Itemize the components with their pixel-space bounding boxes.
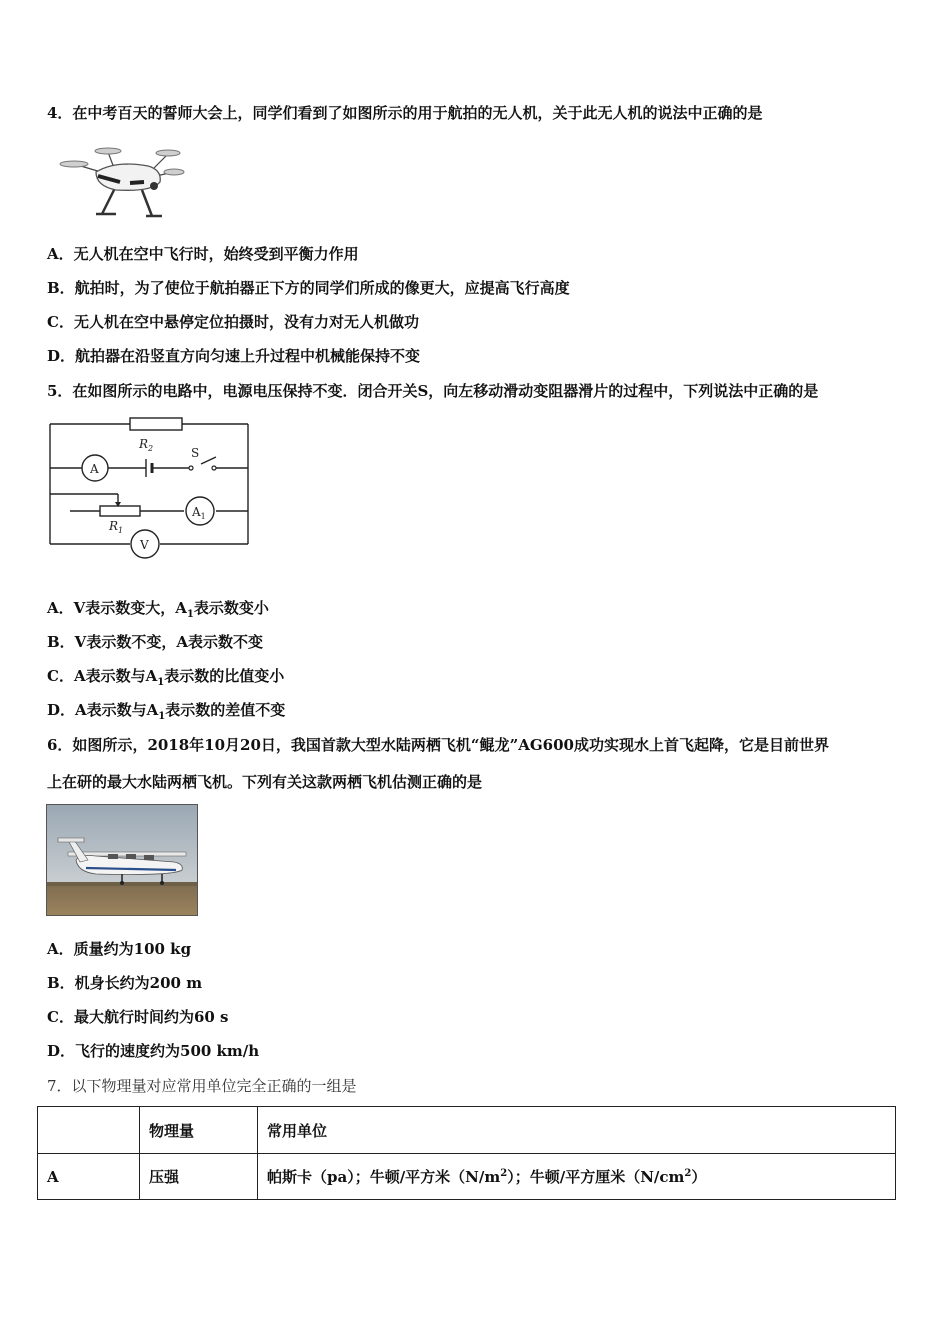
q6-option-a: A．质量约为100 kg xyxy=(47,940,192,958)
q4-option-a: A．无人机在空中飞行时，始终受到平衡力作用 xyxy=(47,245,359,263)
q5-option-c: C．A表示数与$A_1$表示数的比值变小 xyxy=(47,667,285,688)
ammeter-a1-label: A xyxy=(192,505,201,519)
table-row xyxy=(38,1154,896,1200)
r2-sub: 2 xyxy=(148,444,154,453)
q5-option-b: B．V表示数不变，A表示数不变 xyxy=(47,633,263,651)
svg-text:R1 xyxy=(108,519,123,535)
drone-image xyxy=(56,142,186,220)
q5-option-d: D．A表示数与$A_1$表示数的差值不变 xyxy=(47,701,286,722)
q6-option-c: C．最大航行时间约为60 s xyxy=(47,1008,229,1026)
q6-option-b: B．机身长约为200 m xyxy=(47,974,203,992)
seaplane-photo xyxy=(46,804,198,916)
q7-stem: 7．以下物理量对应常用单位完全正确的一组是 xyxy=(47,1077,357,1095)
svg-text:R2 xyxy=(138,437,153,453)
q5-option-a: A．V表示数变大，$A_1$表示数变小 xyxy=(47,599,269,620)
voltmeter-label: V xyxy=(140,538,149,552)
units-table xyxy=(37,1106,896,1200)
q6-stem-line1: 6．如图所示，2018年10月20日，我国首款大型水陆两栖飞机“鲲龙”AG600成功实现水上首飞起降，它是目前世界 xyxy=(47,736,829,754)
ammeter-a1-sub: 1 xyxy=(200,512,206,521)
r1-sub: 1 xyxy=(118,526,124,535)
q4-option-c: C．无人机在空中悬停定位拍摄时，没有力对无人机做功 xyxy=(47,313,419,331)
table-header-row xyxy=(38,1107,896,1154)
q6-option-d: D．飞行的速度约为500 km/h xyxy=(47,1042,260,1060)
switch-label: S xyxy=(191,446,200,460)
row-units: 帕斯卡（pa）；牛顿/平方米$(N/m^2)$；牛顿/平方厘米$(N/cm^2)$ xyxy=(258,1154,896,1200)
ammeter-a-label: A xyxy=(90,462,99,476)
row-quantity: 压强 xyxy=(140,1154,258,1200)
r1-label: R xyxy=(109,519,119,533)
header-cell-units: 常用单位 xyxy=(258,1107,896,1154)
q4-stem: 4．在中考百天的誓师大会上，同学们看到了如图所示的用于航拍的无人机，关于此无人机的说法中正确的是 xyxy=(47,104,763,122)
row-label: A xyxy=(38,1154,140,1200)
q6-stem-line2: 上在研的最大水陆两栖飞机。下列有关这款两栖飞机估测正确的是 xyxy=(47,773,483,791)
header-cell-blank xyxy=(38,1107,140,1154)
r2-label: R xyxy=(139,437,149,451)
resistor-r2 xyxy=(130,418,182,430)
q4-option-d: D．航拍器在沿竖直方向匀速上升过程中机械能保持不变 xyxy=(47,347,421,365)
q5-stem: 5．在如图所示的电路中，电源电压保持不变．闭合开关S，向左移动滑动变阻器滑片的过程中，下列说法中正确的是 xyxy=(47,382,819,400)
q4-option-b: B．航拍时，为了使位于航拍器正下方的同学们所成的像更大，应提高飞行高度 xyxy=(47,279,570,297)
rheostat-r1 xyxy=(100,506,140,516)
header-cell-quantity: 物理量 xyxy=(140,1107,258,1154)
circuit-diagram xyxy=(46,414,252,564)
